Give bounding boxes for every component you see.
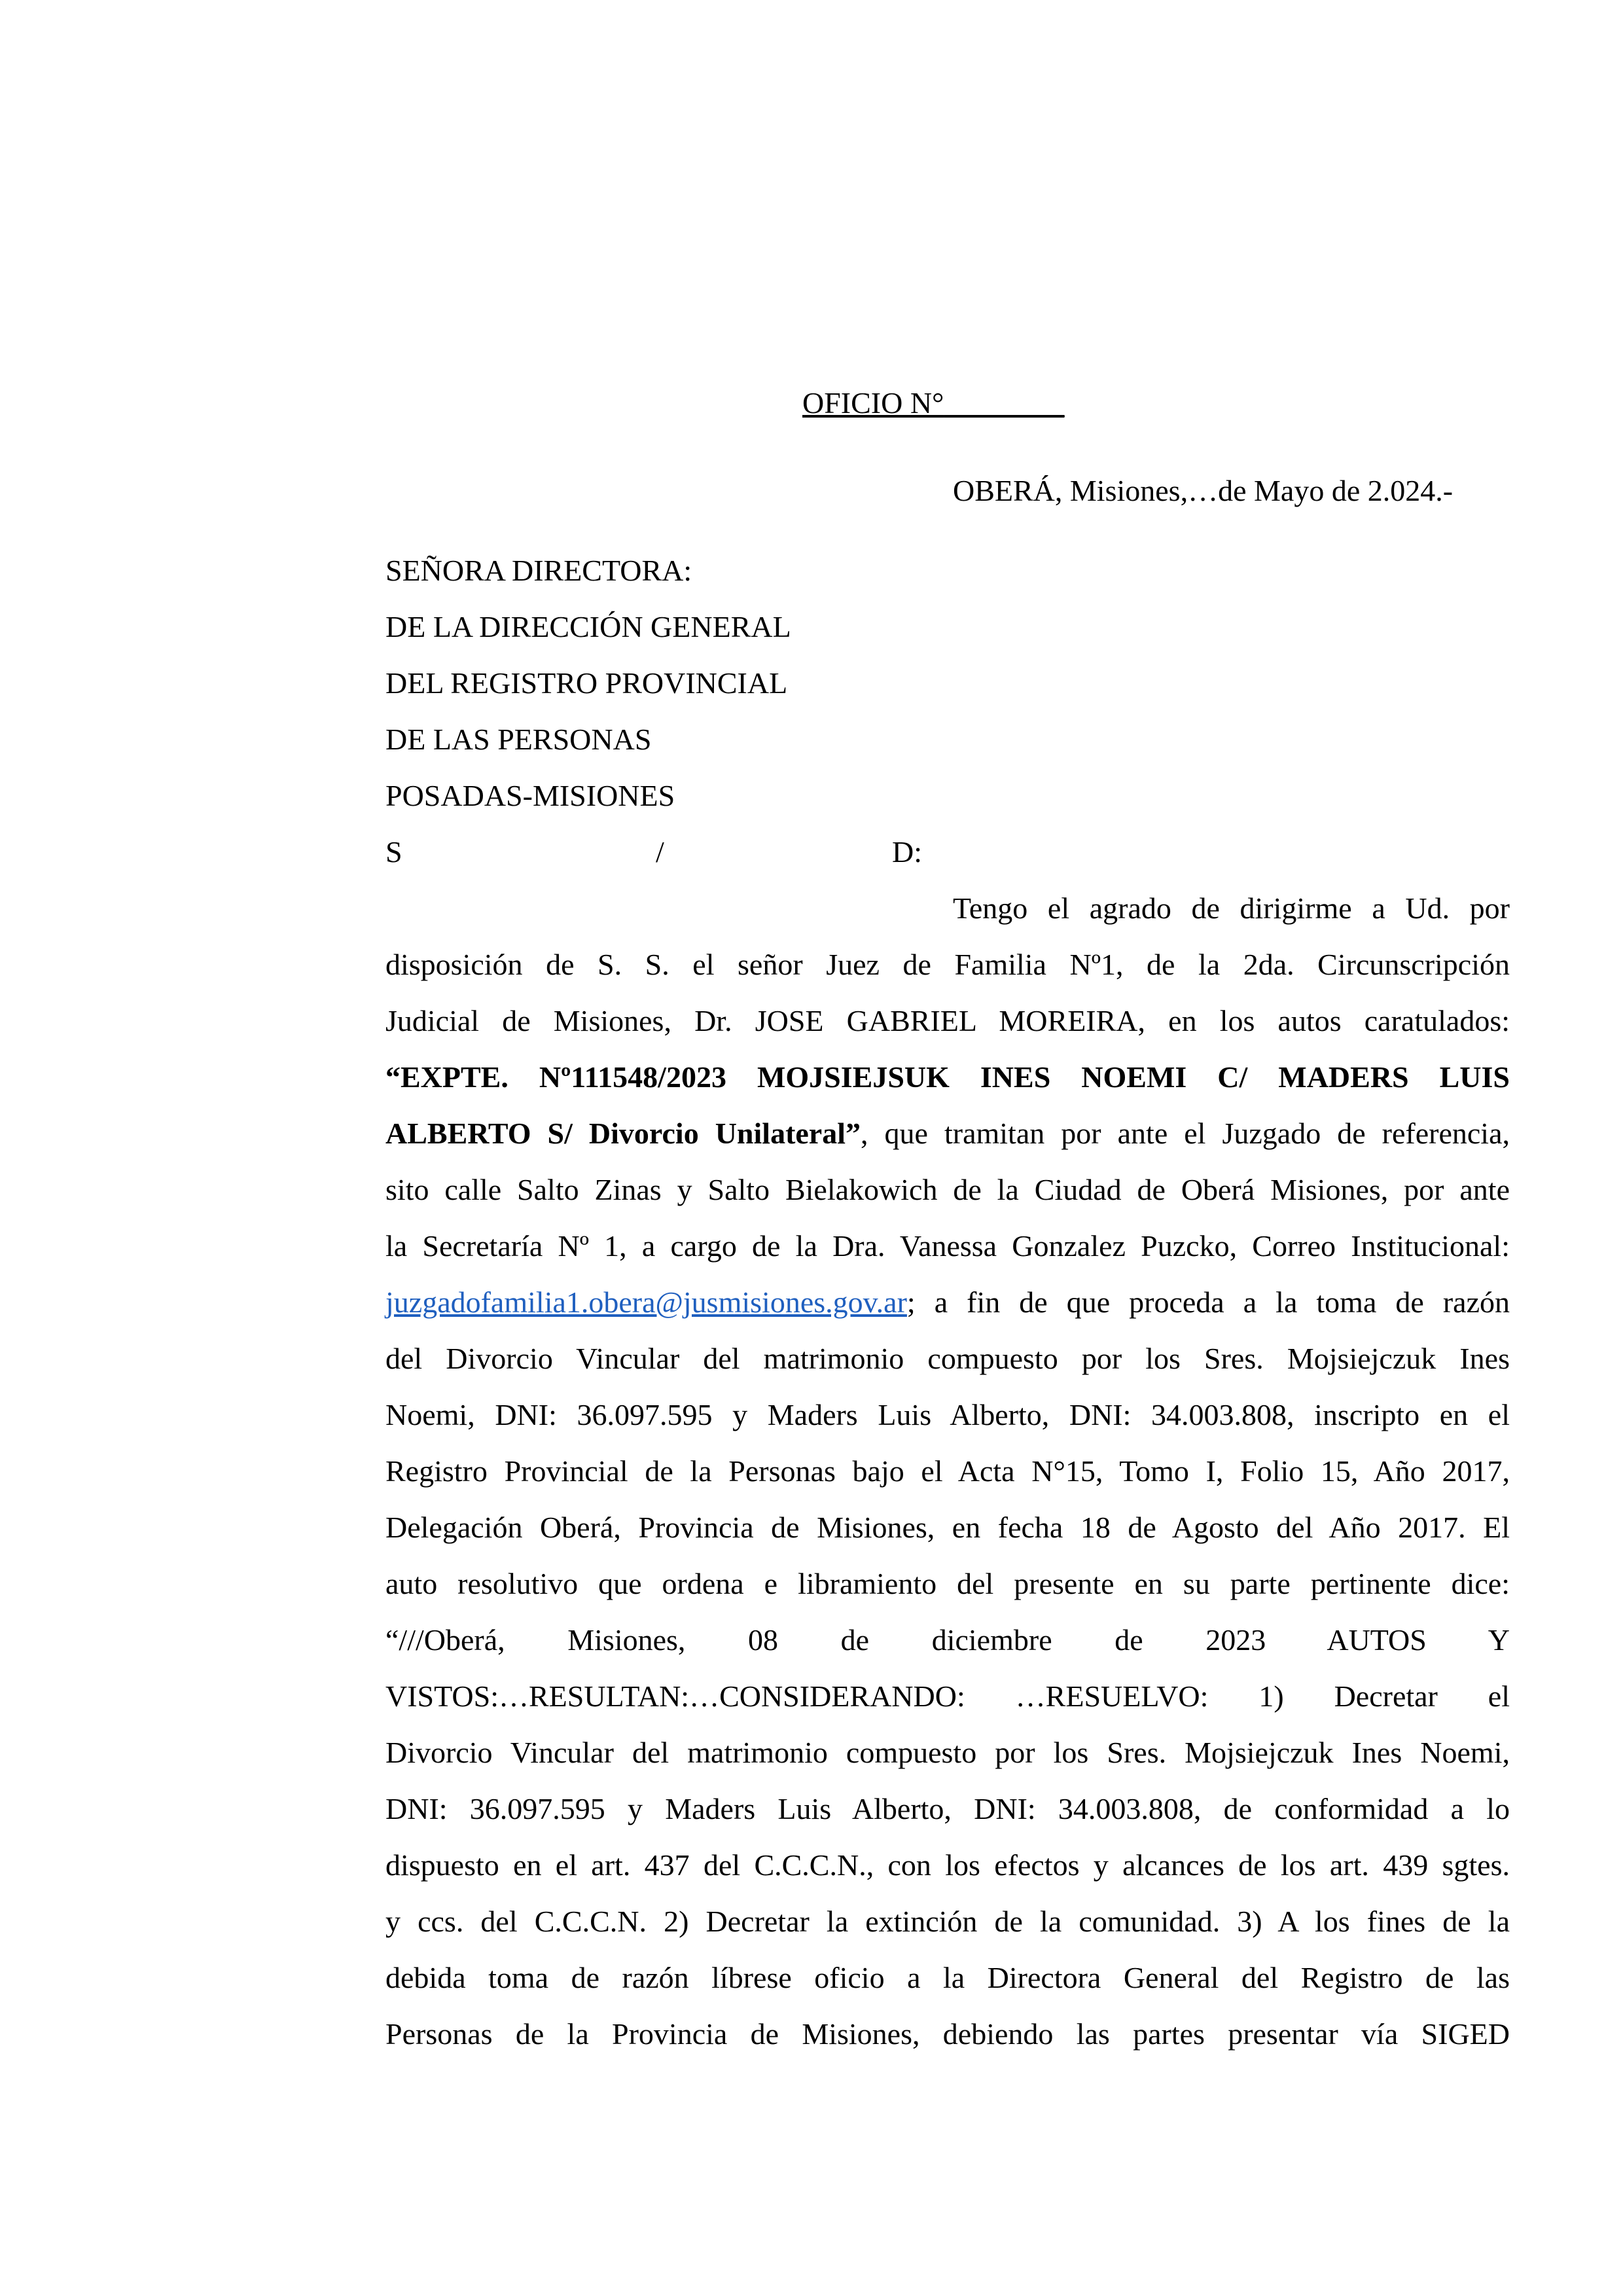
body-line-18: dispuesto en el art. 437 del C.C.C.N., con los efectos y alcances de los art. 439 sgtes. [385, 1848, 1510, 1882]
body-line-11: Registro Provincial de la Personas bajo el Acta N°15, Tomo I, Folio 15, Año 2017, [385, 1454, 1510, 1488]
body-line-8 [385, 1284, 1510, 1321]
body-line-20: debida toma de razón líbrese oficio a la Directora General del Registro de las [385, 1961, 1510, 1994]
body-line-4: “EXPTE. Nº111548/2023 MOJSIEJSUK INES NOEMI C/ MADERS LUIS [385, 1060, 1510, 1094]
sd-slash: / [656, 835, 664, 869]
body-line-5 [385, 1115, 1510, 1152]
sd-d: D: [892, 835, 922, 869]
institutional-email-link[interactable]: juzgadofamilia1.obera@jusmisiones.gov.ar [385, 1285, 907, 1319]
oficio-label: OFICIO N° [802, 386, 944, 420]
date-line: OBERÁ, Misiones,…de Mayo de 2.024.- [953, 474, 1454, 507]
body-line-21: Personas de la Provincia de Misiones, debiendo las partes presentar vía SIGED [385, 2017, 1510, 2051]
body-line-2: disposición de S. S. el señor Juez de Familia Nº1, de la 2da. Circunscripción [385, 948, 1510, 981]
body-line-16: Divorcio Vincular del matrimonio compuesto por los Sres. Mojsiejczuk Ines Noemi, [385, 1736, 1510, 1769]
body-line-1: Tengo el agrado de dirigirme a Ud. por [953, 891, 1510, 925]
addressee-line-3: DEL REGISTRO PROVINCIAL [385, 666, 788, 700]
addressee-line-2: DE LA DIRECCIÓN GENERAL [385, 610, 791, 643]
body-line-19: y ccs. del C.C.C.N. 2) Decretar la extinción de la comunidad. 3) A los fines de la [385, 1905, 1510, 1938]
addressee-line-4: DE LAS PERSONAS [385, 723, 652, 756]
addressee-line-1: SEÑORA DIRECTORA: [385, 554, 692, 587]
body-line-8-rest: ; a fin de que proceda a la toma de razón [906, 1285, 1510, 1319]
body-line-13: auto resolutivo que ordena e libramiento del presente en su parte pertinente dice: [385, 1567, 1510, 1600]
oficio-number-blank: ________ [944, 386, 1065, 420]
case-title-end: ALBERTO S/ Divorcio Unilateral” [385, 1117, 861, 1150]
body-line-15: VISTOS:…RESULTAN:…CONSIDERANDO: …RESUELVO: 1) Decretar el [385, 1679, 1510, 1713]
sd-s: S [385, 835, 402, 869]
body-line-6: sito calle Salto Zinas y Salto Bielakowich de la Ciudad de Oberá Misiones, por ante [385, 1173, 1510, 1206]
body-line-9: del Divorcio Vincular del matrimonio compuesto por los Sres. Mojsiejczuk Ines [385, 1342, 1510, 1375]
body-line-5-rest: , que tramitan por ante el Juzgado de referencia, [861, 1117, 1510, 1150]
body-line-12: Delegación Oberá, Provincia de Misiones, en fecha 18 de Agosto del Año 2017. El [385, 1511, 1510, 1544]
addressee-line-5: POSADAS-MISIONES [385, 779, 675, 812]
body-line-3: Judicial de Misiones, Dr. JOSE GABRIEL MOREIRA, en los autos caratulados: [385, 1004, 1510, 1037]
body-line-10: Noemi, DNI: 36.097.595 y Maders Luis Alberto, DNI: 34.003.808, inscripto en el [385, 1398, 1510, 1431]
body-line-14: “///Oberá, Misiones, 08 de diciembre de 2023 AUTOS Y [385, 1623, 1510, 1657]
body-line-17: DNI: 36.097.595 y Maders Luis Alberto, DNI: 34.003.808, de conformidad a lo [385, 1792, 1510, 1825]
oficio-heading [802, 385, 1064, 422]
body-line-7: la Secretaría Nº 1, a cargo de la Dra. Vanessa Gonzalez Puzcko, Correo Institucional: [385, 1229, 1510, 1263]
